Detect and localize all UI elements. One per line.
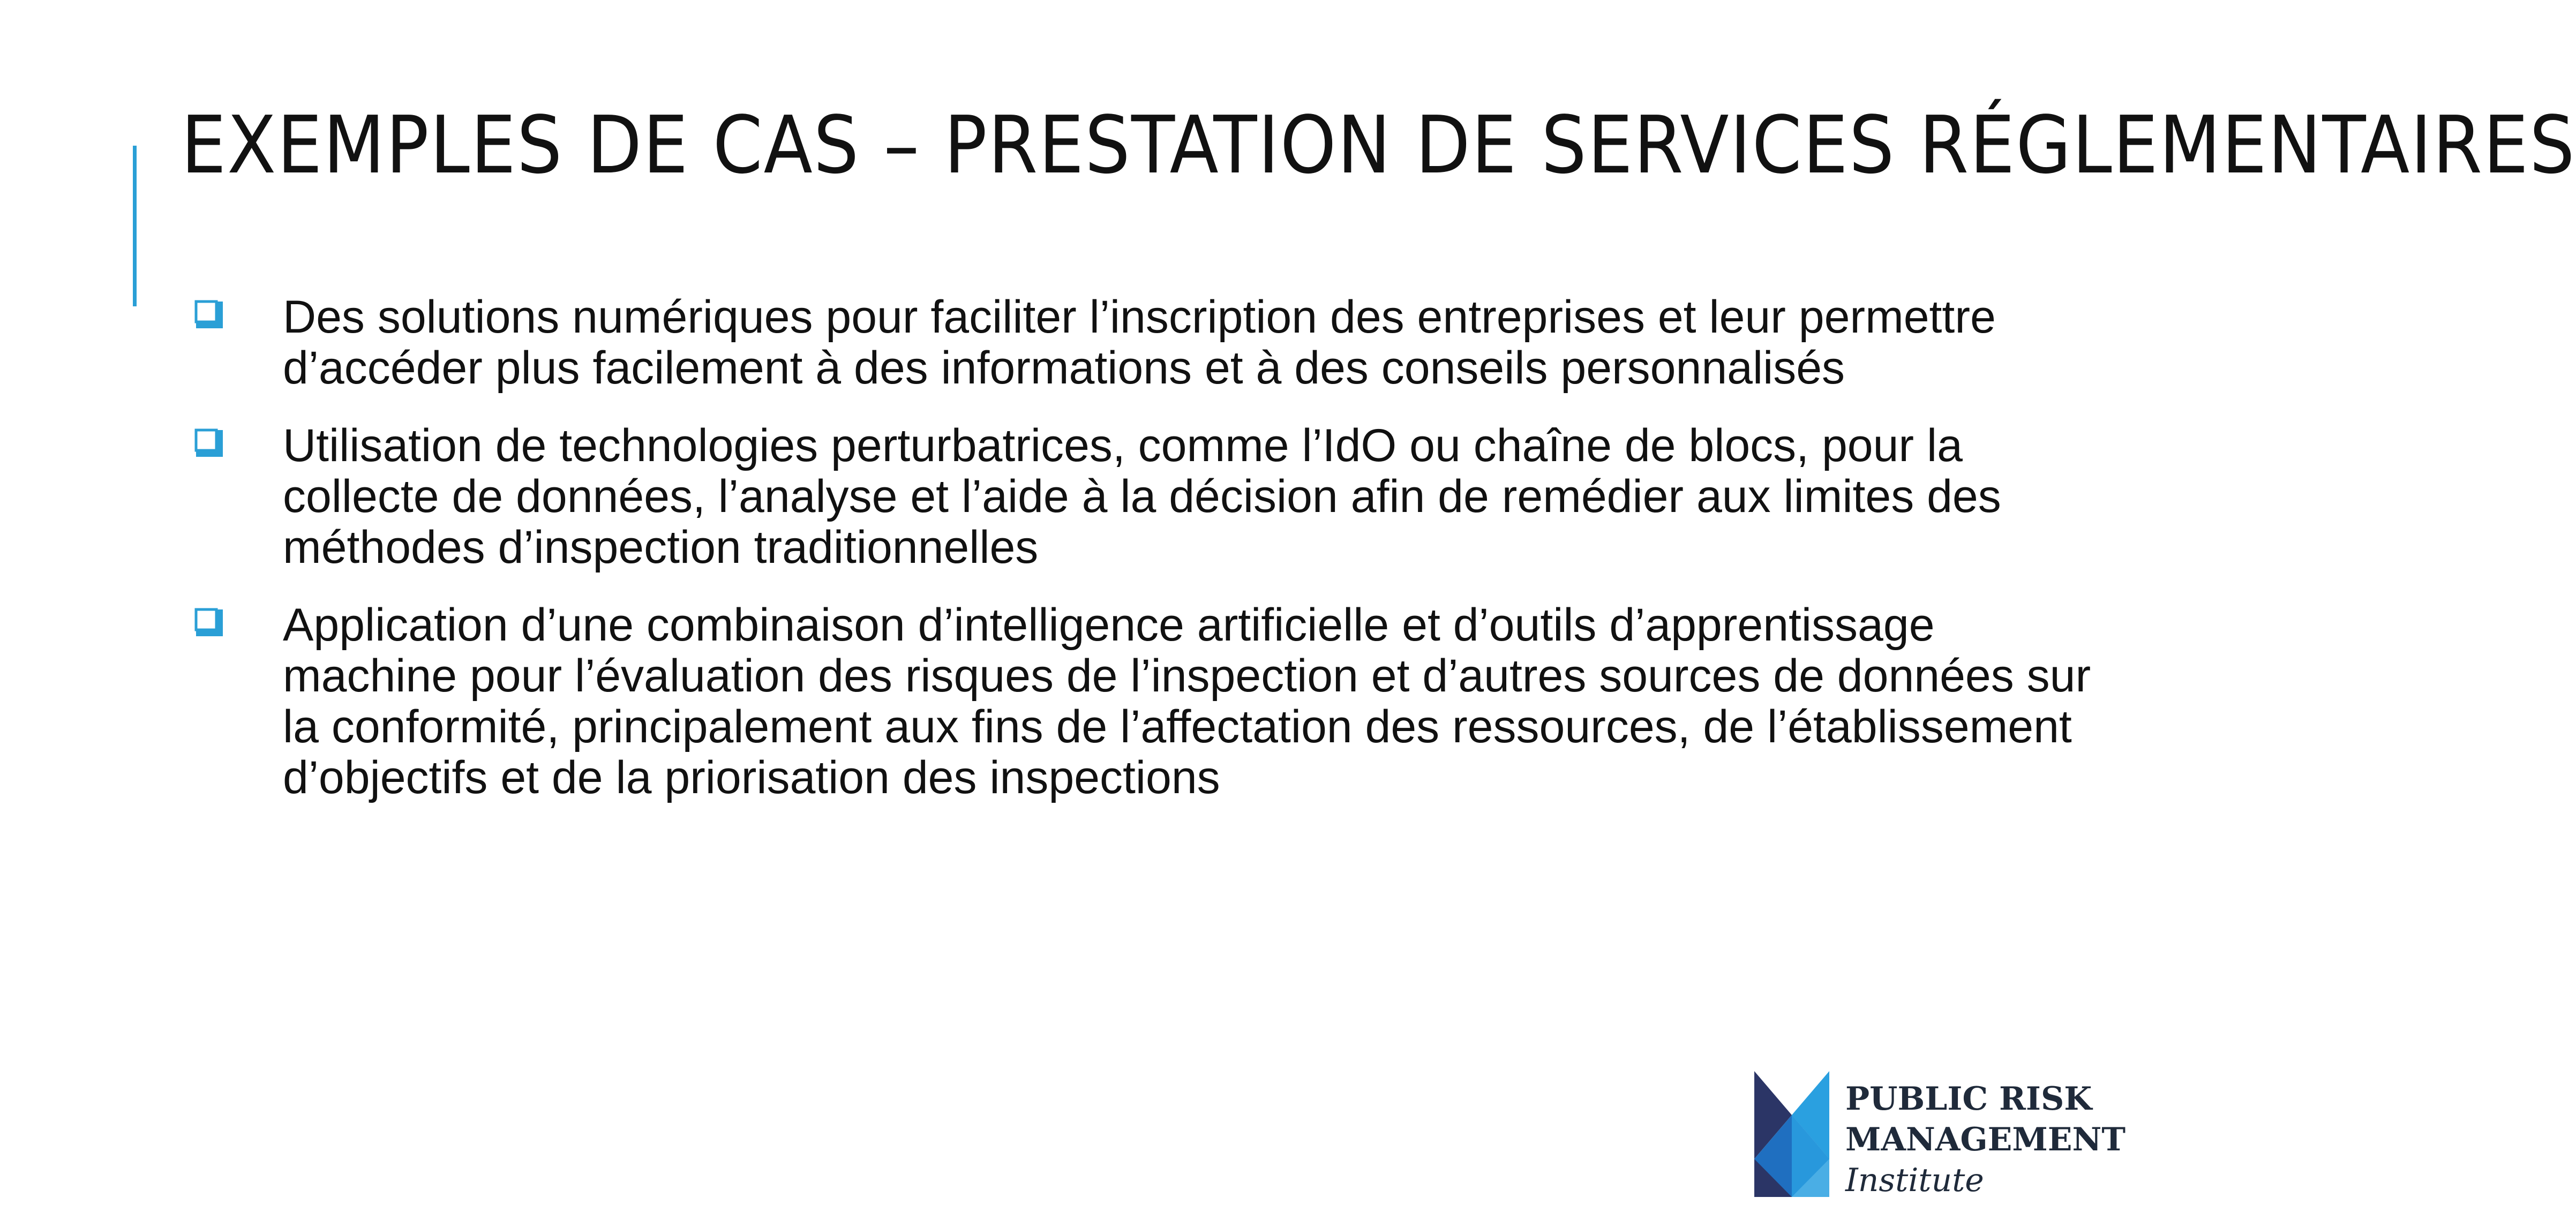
prmi-logo: [1754, 1071, 2126, 1199]
bullet-item: [193, 292, 2100, 394]
logo-line-3: Institute: [1845, 1162, 1984, 1199]
logo-line-1: PUBLIC RISK: [1845, 1080, 2092, 1118]
bullet-item: [193, 600, 2100, 803]
bullet-text: Application d’une combinaison d’intelligence artificielle et d’outils d’apprentissage machine pour l’évaluation des risques de l’inspection et d’autres sources de données sur la conformité, principalement aux fins de l’affectation des ressources, de l’établissement d’objectifs et de la priorisation des inspections: [283, 599, 2091, 803]
bullet-text: Des solutions numériques pour faciliter l’inscription des entreprises et leur permettre d’accéder plus facilement à des informations et à des conseils personnalisés: [283, 291, 1996, 394]
bullet-list: [193, 292, 2100, 830]
title-accent-bar: [133, 146, 137, 306]
slide-title: EXEMPLES DE CAS – PRESTATION DE SERVICES RÉGLEMENTAIRES: [181, 99, 2576, 191]
checkbox-outline-icon: [196, 430, 223, 457]
checkbox-outline-icon: [196, 302, 223, 328]
checkbox-outline-icon: [196, 609, 223, 636]
bullet-text: Utilisation de technologies perturbatrices, comme l’IdO ou chaîne de blocs, pour la collecte de données, l’analyse et l’aide à la décision afin de remédier aux limites des méthodes d’inspection traditionnelles: [283, 420, 2001, 573]
bullet-item: [193, 420, 2100, 573]
logo-line-2: MANAGEMENT: [1845, 1121, 2126, 1158]
prmi-logo-mark-icon: [1754, 1071, 1829, 1197]
prmi-logo-text: [1845, 1079, 2126, 1201]
